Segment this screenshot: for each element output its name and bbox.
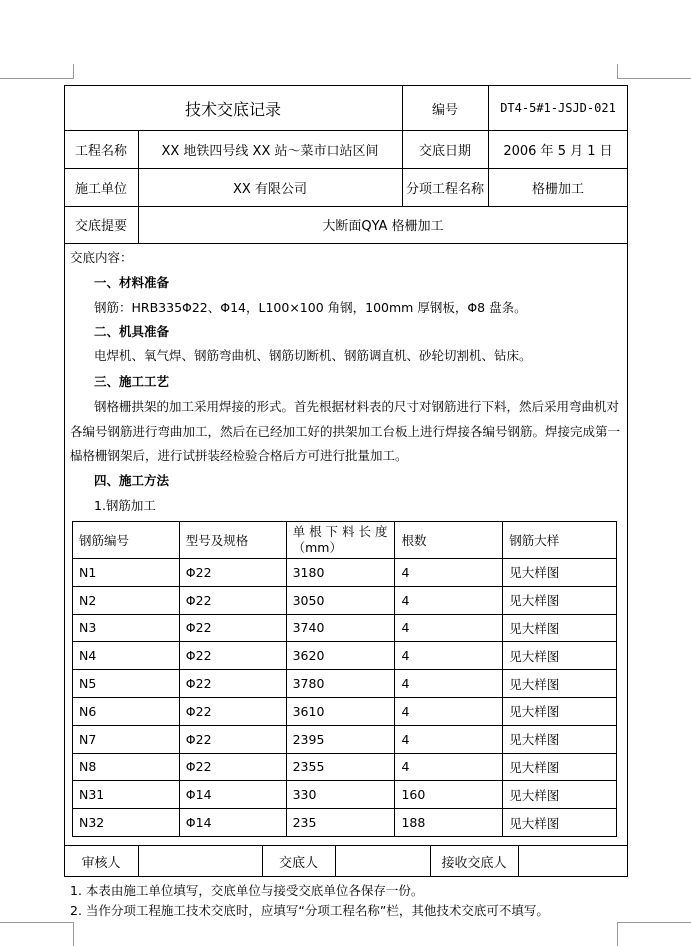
header-cell: 根数 — [395, 522, 503, 559]
table-cell: 4 — [395, 753, 503, 781]
table-cell: 见大样图 — [503, 614, 617, 642]
table-cell: 4 — [395, 614, 503, 642]
crop-mark — [0, 78, 74, 79]
table-cell: 2355 — [286, 753, 395, 781]
table-row — [73, 781, 617, 809]
table-cell: 3780 — [286, 670, 395, 698]
table-cell: 4 — [395, 642, 503, 670]
table-cell: Φ14 — [179, 781, 286, 809]
table-cell: Φ22 — [179, 697, 286, 725]
table-cell: 见大样图 — [503, 809, 617, 837]
table-cell: N32 — [73, 809, 180, 837]
number-label: 编号 — [431, 102, 458, 118]
table-cell: 235 — [286, 809, 395, 837]
header-cell: 钢筋编号 — [73, 522, 180, 559]
table-cell: N8 — [73, 753, 180, 781]
table-row — [73, 697, 617, 725]
project-label: 工程名称 — [74, 143, 127, 159]
crop-mark — [617, 922, 691, 923]
section-subtitle: 1.钢筋加工 — [94, 498, 156, 513]
table-cell: 4 — [395, 586, 503, 614]
unit-label: 施工单位 — [74, 181, 127, 197]
summary-label: 交底提要 — [74, 219, 127, 234]
table-cell: N2 — [73, 586, 180, 614]
section-title: 三、施工工艺 — [94, 374, 170, 389]
crop-mark — [617, 64, 618, 79]
table-row — [73, 614, 617, 642]
rebar-table — [72, 521, 617, 837]
crop-mark — [617, 78, 691, 79]
section-text: 钢格栅拱架的加工采用焊接的形式。首先根据材料表的尺寸对钢筋进行下料，然后采用弯曲机对 — [94, 399, 620, 414]
section-text: 榀格栅钢架后，进行试拼装经检验合格后方可进行批量加工。 — [70, 448, 408, 463]
table-cell: Φ22 — [179, 586, 286, 614]
table-cell: 330 — [286, 781, 395, 809]
table-header-row — [73, 522, 617, 559]
header-cell: 钢筋大样 — [503, 522, 617, 559]
table-cell: Φ22 — [179, 725, 286, 753]
table-cell: Φ22 — [179, 614, 286, 642]
section-title: 四、施工方法 — [94, 473, 170, 488]
table-row — [73, 559, 617, 587]
table-row — [73, 809, 617, 837]
date-value: 2006 年 5 月 1 日 — [503, 143, 613, 159]
table-cell: Φ14 — [179, 809, 286, 837]
table-cell: Φ22 — [179, 559, 286, 587]
table-row — [73, 642, 617, 670]
project-value: XX 地铁四号线 XX 站～菜市口站区间 — [161, 143, 379, 159]
table-cell: 2395 — [286, 725, 395, 753]
table-cell: 4 — [395, 559, 503, 587]
date-label: 交底日期 — [418, 143, 471, 159]
receiver-field[interactable] — [518, 845, 628, 877]
table-cell: N6 — [73, 697, 180, 725]
table-cell: N1 — [73, 559, 180, 587]
section-text: 各编号钢筋进行弯曲加工，然后在已经加工好的拱架加工台板上进行焊接各编号钢筋。焊接完成第一 — [70, 424, 621, 439]
table-cell: 见大样图 — [503, 670, 617, 698]
table-cell: 见大样图 — [503, 559, 617, 587]
table-row — [73, 586, 617, 614]
reviewer-label: 审核人 — [81, 855, 121, 871]
table-cell: N31 — [73, 781, 180, 809]
table-cell: 3050 — [286, 586, 395, 614]
table-cell: N7 — [73, 725, 180, 753]
crop-mark — [617, 922, 618, 946]
note-2: 2. 当作分项工程施工技术交底时，应填写“分项工程名称”栏，其他技术交底可不填写。 — [70, 903, 549, 918]
discloser-field[interactable] — [335, 845, 430, 877]
content-intro: 交底内容： — [70, 250, 133, 265]
table-cell: 见大样图 — [503, 642, 617, 670]
table-cell: 3610 — [286, 697, 395, 725]
table-cell: Φ22 — [179, 642, 286, 670]
table-cell: 见大样图 — [503, 725, 617, 753]
summary-value: 大断面QYA 格栅加工 — [322, 219, 444, 234]
subproject-label: 分项工程名称 — [405, 181, 484, 197]
table-cell: 160 — [395, 781, 503, 809]
table-cell: Φ22 — [179, 670, 286, 698]
crop-mark — [73, 922, 74, 946]
header-unit: （mm） — [292, 540, 342, 555]
table-row — [73, 725, 617, 753]
number-value: DT4-5#1-JSJD-021 — [500, 101, 616, 115]
crop-mark — [0, 922, 74, 923]
table-cell: N5 — [73, 670, 180, 698]
reviewer-field[interactable] — [138, 845, 262, 877]
header-cell — [286, 522, 395, 559]
table-cell: 4 — [395, 670, 503, 698]
form-title: 技术交底记录 — [184, 99, 281, 119]
section-text: 钢筋：HRB335Φ22、Φ14，L100×100 角钢，100mm 厚钢板，Φ8 盘条。 — [94, 300, 527, 315]
section-title: 一、材料准备 — [94, 275, 170, 290]
table-cell: 4 — [395, 725, 503, 753]
receiver-label: 接收交底人 — [441, 855, 507, 871]
note-1: 1. 本表由施工单位填写，交底单位与接受交底单位各保存一份。 — [70, 883, 424, 898]
table-cell: 3620 — [286, 642, 395, 670]
table-row — [73, 753, 617, 781]
table-cell: N3 — [73, 614, 180, 642]
header-cell: 型号及规格 — [179, 522, 286, 559]
unit-value: XX 有限公司 — [233, 181, 307, 197]
table-cell: 4 — [395, 697, 503, 725]
subproject-value: 格栅加工 — [531, 181, 584, 197]
table-cell: 3740 — [286, 614, 395, 642]
crop-mark — [73, 64, 74, 79]
table-cell: 见大样图 — [503, 753, 617, 781]
table-cell: 见大样图 — [503, 586, 617, 614]
section-text: 电焊机、氧气焊、钢筋弯曲机、钢筋切断机、钢筋调直机、砂轮切割机、钻床。 — [94, 348, 532, 363]
row-divider — [64, 243, 628, 244]
table-cell: Φ22 — [179, 753, 286, 781]
table-cell: 见大样图 — [503, 697, 617, 725]
discloser-label: 交底人 — [278, 855, 318, 871]
table-cell: N4 — [73, 642, 180, 670]
section-title: 二、机具准备 — [94, 324, 170, 339]
header-text: 单 根 下 料 长 度 — [292, 524, 388, 539]
table-cell: 见大样图 — [503, 781, 617, 809]
table-row — [73, 670, 617, 698]
table-cell: 3180 — [286, 559, 395, 587]
table-cell: 188 — [395, 809, 503, 837]
